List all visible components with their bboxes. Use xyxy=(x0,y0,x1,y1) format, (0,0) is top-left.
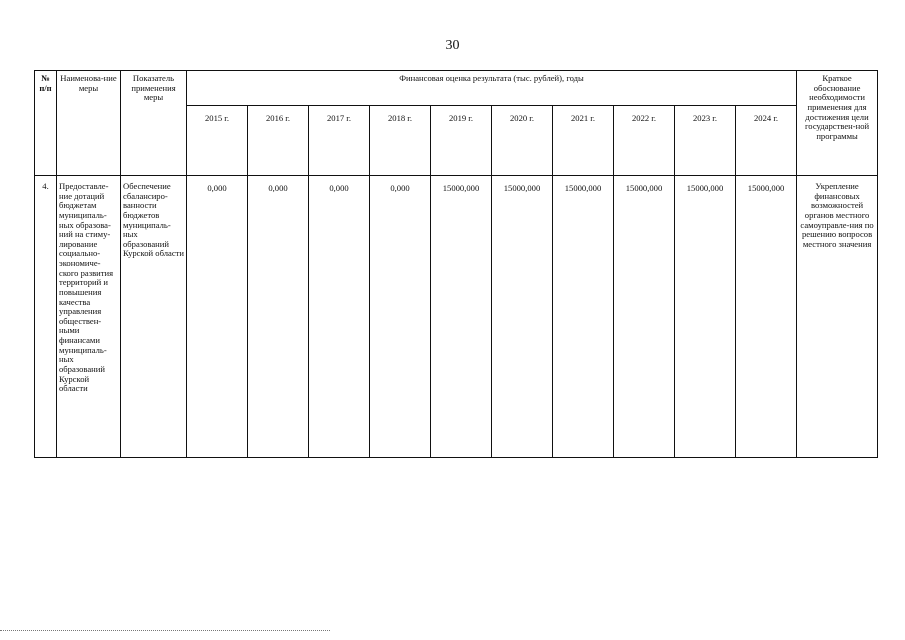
header-measure-name: Наименова-ние меры xyxy=(57,71,121,176)
year-value: 0,000 xyxy=(309,176,370,458)
year-header: 2019 г. xyxy=(431,106,492,176)
year-header: 2020 г. xyxy=(492,106,553,176)
header-no: № п/п xyxy=(35,71,57,176)
year-value: 0,000 xyxy=(248,176,309,458)
year-value: 15000,000 xyxy=(492,176,553,458)
year-value: 15000,000 xyxy=(675,176,736,458)
year-header: 2023 г. xyxy=(675,106,736,176)
measure-justification: Укрепление финансовых возможностей органов местного самоуправле-ния по решению вопросов местного значения xyxy=(797,176,878,458)
year-value: 0,000 xyxy=(187,176,248,458)
page-number: 30 xyxy=(445,38,460,53)
year-header: 2021 г. xyxy=(553,106,614,176)
year-header: 2022 г. xyxy=(614,106,675,176)
year-value: 15000,000 xyxy=(431,176,492,458)
header-justification: Краткое обоснование необходимости применения для достижения цели государствен-ной программы xyxy=(797,71,878,176)
measures-table xyxy=(34,70,878,458)
table-row xyxy=(35,176,878,458)
year-header: 2018 г. xyxy=(370,106,431,176)
year-header: 2016 г. xyxy=(248,106,309,176)
year-header: 2015 г. xyxy=(187,106,248,176)
scan-artifact-line xyxy=(0,630,330,633)
year-value: 15000,000 xyxy=(614,176,675,458)
measure-indicator: Обеспечение сбалансиро-ванности бюджетов муниципаль-ных образований Курской области xyxy=(121,176,187,458)
year-value: 15000,000 xyxy=(736,176,797,458)
year-header: 2017 г. xyxy=(309,106,370,176)
year-header: 2024 г. xyxy=(736,106,797,176)
row-number: 4. xyxy=(35,176,57,458)
measure-name: Предоставле-ние дотаций бюджетам муниципаль-ных образова-ний на стиму-лирование социально-экономиче-ского развития территорий и повышения качества управления обществен-ными финансами муниципаль-ных образований Курской области xyxy=(57,176,121,458)
header-financial-estimate: Финансовая оценка результата (тыс. рублей), годы xyxy=(187,71,797,106)
year-value: 15000,000 xyxy=(553,176,614,458)
header-indicator: Показатель применения меры xyxy=(121,71,187,176)
year-value: 0,000 xyxy=(370,176,431,458)
